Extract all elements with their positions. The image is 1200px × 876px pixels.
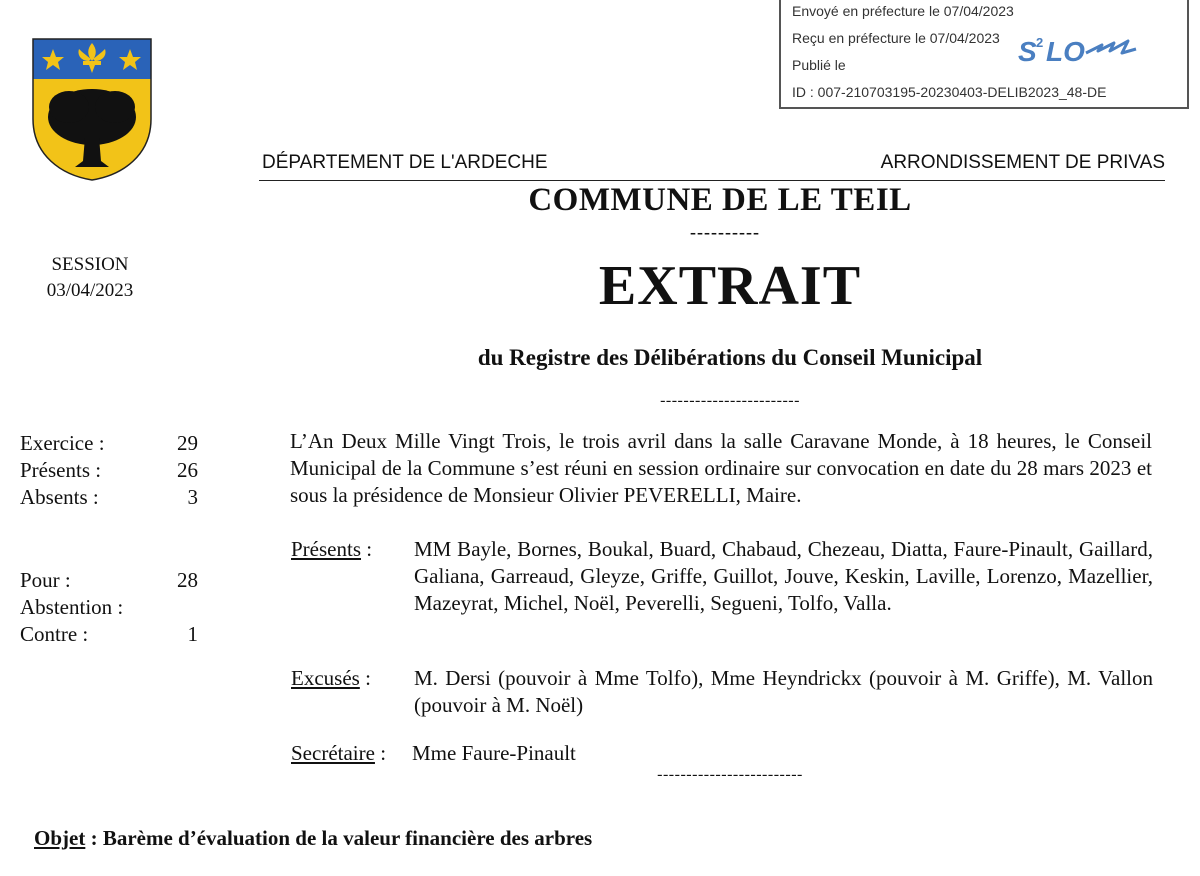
secretaire-label xyxy=(291,740,386,767)
prefecture-stamp xyxy=(779,0,1189,109)
objet-text: : Barème d’évaluation de la valeur financière des arbres xyxy=(85,826,593,850)
session-label: SESSION xyxy=(51,254,129,275)
session-date: 03/04/2023 xyxy=(46,280,134,301)
intro-paragraph: L’An Deux Mille Vingt Trois, le trois avril dans la salle Caravane Monde, à 18 heures, le Conseil Municipal de la Commune s’est réuni en session ordinaire sur convocation en date du 28 mars 2023 et sous la présidence de Monsieur Olivier PEVERELLI, Maire. xyxy=(290,429,1152,507)
stamp-received-date: Reçu en préfecture le 07/04/2023 xyxy=(792,30,1000,46)
count-label: Exercice : xyxy=(20,431,105,455)
presents-colon: : xyxy=(361,537,373,561)
objet-label: Objet xyxy=(34,826,86,850)
header-divider xyxy=(259,180,1165,181)
count-label: Pour : xyxy=(20,568,71,592)
presents-list: MM Bayle, Bornes, Boukal, Buard, Chabaud, Chezeau, Diatta, Faure-Pinault, Gaillard, Galiana, Garreaud, Gleyze, Griffe, Guillot, Jouve, Keskin, Laville, Lorenzo, Mazellier, Mazeyrat, Michel, Noël, Peverelli, Segueni, Tolfo, Valla. xyxy=(414,537,1153,615)
count-row xyxy=(20,457,198,484)
count-value: 3 xyxy=(187,485,198,509)
count-value: 28 xyxy=(177,568,198,592)
count-label: Abstention : xyxy=(20,595,124,619)
coat-of-arms-icon xyxy=(31,37,153,182)
arrondissement-label: ARRONDISSEMENT DE PRIVAS xyxy=(880,152,1165,173)
presents-label-text: Présents xyxy=(291,537,361,561)
body-separator: ------------------------- xyxy=(657,766,803,783)
count-row xyxy=(20,484,198,511)
count-row xyxy=(20,567,198,594)
count-row xyxy=(20,430,198,457)
member-counts xyxy=(20,430,198,511)
count-value: 26 xyxy=(177,458,198,482)
excuses-colon: : xyxy=(359,666,371,690)
svg-text:LO: LO xyxy=(1046,36,1085,67)
excuses-label-text: Excusés xyxy=(291,666,360,690)
objet-line xyxy=(34,826,592,851)
stamp-published: Publié le xyxy=(792,57,846,73)
count-label: Présents : xyxy=(20,458,102,482)
excuses-list: M. Dersi (pouvoir à Mme Tolfo), Mme Heyndrickx (pouvoir à M. Griffe), M. Vallon (pouvoir à M. Noël) xyxy=(414,666,1153,717)
commune-title: COMMUNE DE LE TEIL xyxy=(528,182,912,218)
session-block xyxy=(30,252,150,304)
count-value: 29 xyxy=(177,431,198,455)
svg-text:2: 2 xyxy=(1036,35,1044,50)
svg-text:S: S xyxy=(1018,36,1037,67)
document-subtitle: du Registre des Délibérations du Conseil Municipal xyxy=(477,345,983,370)
secretaire-label-text: Secrétaire xyxy=(291,741,375,765)
count-value: 1 xyxy=(187,622,198,646)
count-label: Contre : xyxy=(20,622,89,646)
vote-counts xyxy=(20,567,198,648)
document-title: EXTRAIT xyxy=(598,255,862,317)
department-label: DÉPARTEMENT DE L'ARDECHE xyxy=(262,152,548,173)
excuses-label xyxy=(291,665,371,692)
subtitle-separator: ------------------------ xyxy=(660,392,800,409)
count-row xyxy=(20,621,198,648)
count-row xyxy=(20,594,198,621)
s2lo-logo-icon xyxy=(1014,27,1154,77)
stamp-id: ID : 007-210703195-20230403-DELIB2023_48-DE xyxy=(792,84,1107,100)
count-label: Absents : xyxy=(20,485,99,509)
stamp-sent-date: Envoyé en préfecture le 07/04/2023 xyxy=(792,3,1014,19)
presents-label xyxy=(291,536,372,563)
secretaire-colon: : xyxy=(374,741,387,765)
secretaire-name: Mme Faure-Pinault xyxy=(412,741,576,765)
title-separator: ---------- xyxy=(690,222,760,242)
